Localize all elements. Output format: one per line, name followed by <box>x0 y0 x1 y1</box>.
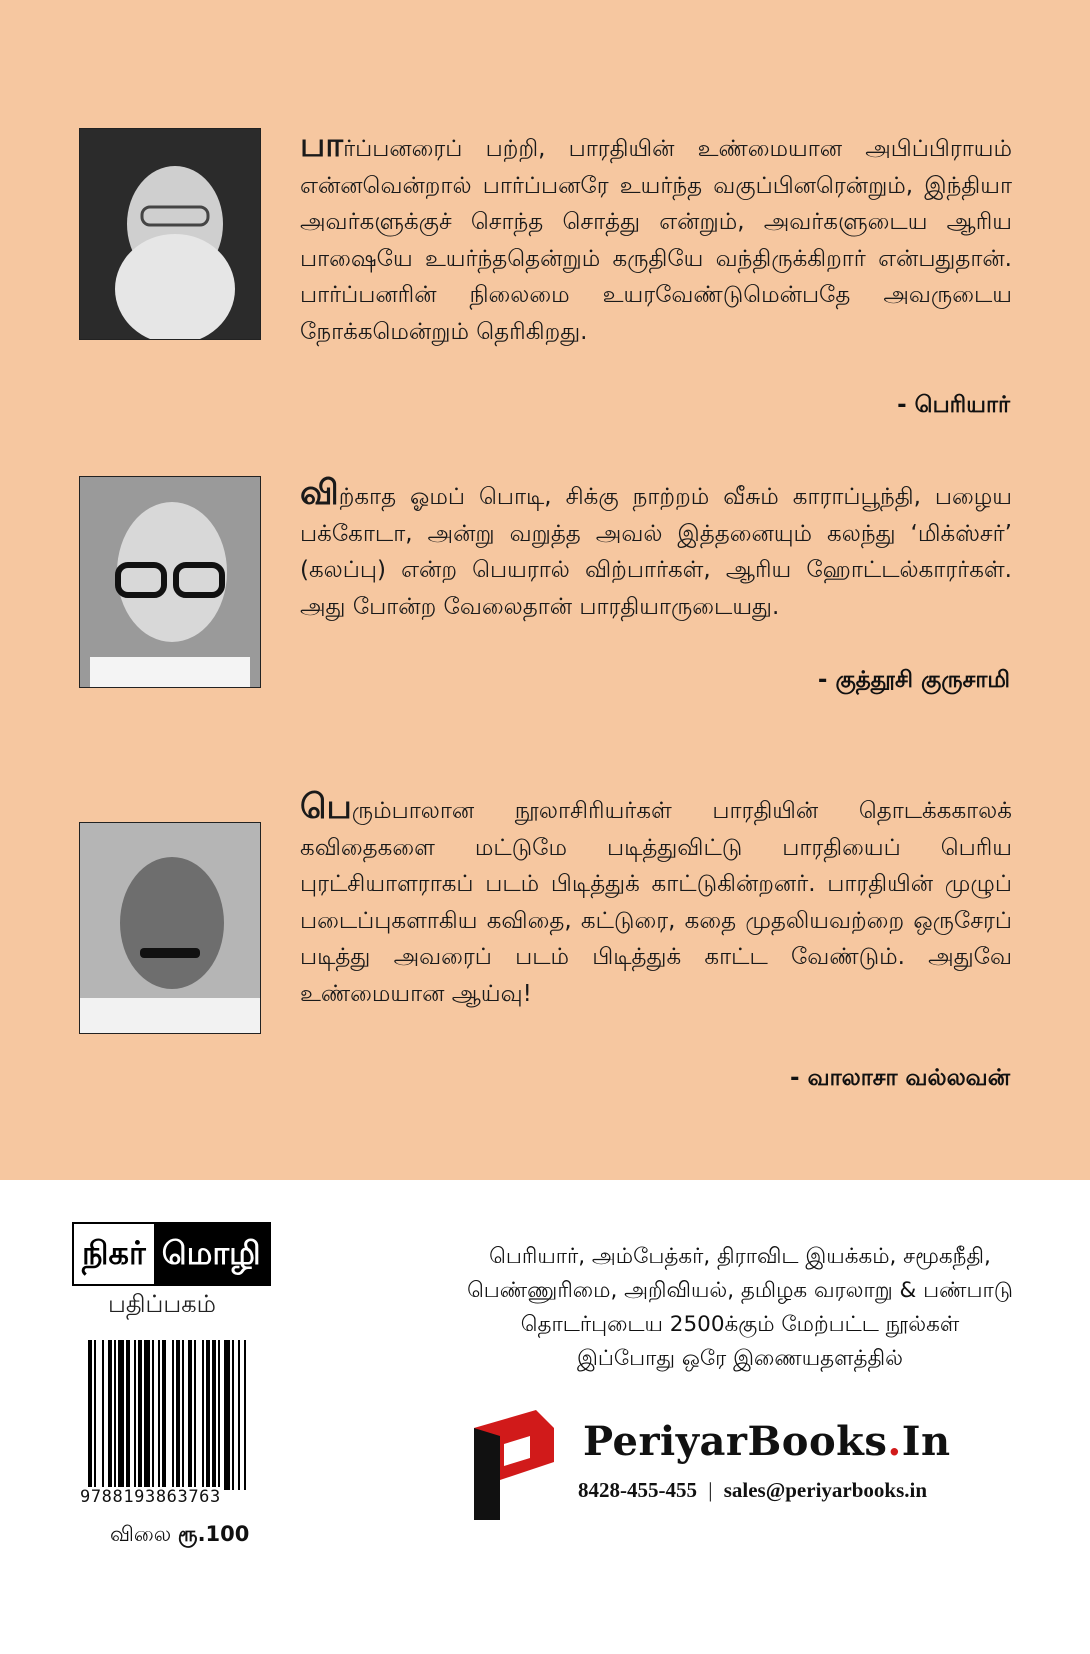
publisher-subtitle: பதிப்பகம் <box>108 1290 216 1318</box>
quote-2-text <box>300 475 1012 625</box>
promo-line-4: இப்போது ஒரே இணையதளத்தில் <box>576 1346 904 1371</box>
promo-line-1: பெரியார், அம்பேத்கர், திராவிட இயக்கம், சமூகநீதி, <box>489 1244 991 1269</box>
contact-line <box>578 1478 927 1503</box>
price <box>110 1522 249 1549</box>
quote-1-author: - பெரியார் <box>897 392 1010 418</box>
author-photo-kuthoosi-gurusamy <box>79 476 261 688</box>
publisher-logo-part1: நிகர் <box>74 1224 154 1284</box>
quote-2-dropcap: வி <box>300 473 339 513</box>
quote-2-body: ற்காத ஓமப் பொடி, சிக்கு நாற்றம் வீசும் காராப்பூந்தி, பழைய பக்கோடா, அன்று வறுத்த அவல் இத்தனையும் கலந்து ‘மிக்ஸ்சர்’ (கலப்பு) என்ற பெயரால் விற்பார்கள், ஆரிய ஹோட்டல்காரர்கள். அது போன்ற வேலைதான் பாரதியாருடையது. <box>300 484 1012 620</box>
publisher-logo-part2: மொழி <box>154 1224 269 1284</box>
website-name-tld: In <box>901 1418 951 1465</box>
quote-1-dropcap: பா <box>300 125 344 165</box>
quote-3-dropcap: பெ <box>300 787 352 827</box>
quote-1-body: ர்ப்பனரைப் பற்றி, பாரதியின் உண்மையான அபிப்பிராயம் என்னவென்றால் பார்ப்பனரே உயர்ந்த வகுப்பினரென்றும், இந்தியா அவர்களுக்குச் சொந்த சொத்து என்றும், அவர்களுடைய ஆரிய பாஷையே உயர்ந்ததென்றும் கருதியே வந்திருக்கிறார் என்பதுதான். பார்ப்பனரின் நிலைமை உயரவேண்டுமென்பதே அவருடைய நோக்கமென்றும் தெரிகிறது. <box>300 136 1012 345</box>
price-label: விலை <box>110 1522 172 1546</box>
website-name-main: PeriyarBooks <box>583 1418 888 1465</box>
author-photo-periyar <box>79 128 261 340</box>
author-photo-walaja-vallavan <box>79 822 261 1034</box>
quote-1-text <box>300 127 1012 350</box>
quote-3-body: ரும்பாலான நூலாசிரியர்கள் பாரதியின் தொடக்ககாலக் கவிதைகளை மட்டுமே படித்துவிட்டு பாரதியைப் பெரிய புரட்சியாளராகப் படம் பிடித்துக் காட்டுகின்றனர். பாரதியின் முழுப் படைப்புகளாகிய கவிதை, கட்டுரை, கதை முதலியவற்றை ஒருசேரப் படித்து அவரைப் படம் பிடித்துக் காட்ட வேண்டும். அதுவே உண்மையான ஆய்வு! <box>300 798 1012 1007</box>
promo-line-2: பெண்ணுரிமை, அறிவியல், தமிழக வரலாறு & பண்பாடு <box>467 1278 1013 1303</box>
publisher-logo <box>72 1222 271 1286</box>
isbn-digits: 9788193863763 <box>80 1487 221 1507</box>
promo-line-3: தொடர்புடைய 2500க்கும் மேற்பட்ட நூல்கள் <box>520 1312 960 1337</box>
quote-3-text <box>300 789 1012 1012</box>
quote-3-author: - வாலாசா வல்லவன் <box>790 1065 1010 1091</box>
phone-number: 8428-455-455 <box>578 1478 697 1502</box>
promo-text <box>430 1240 1050 1376</box>
price-amount: ரூ.100 <box>177 1522 250 1546</box>
periyarbooks-logo-icon <box>474 1410 554 1520</box>
contact-separator: | <box>708 1478 713 1502</box>
email-address: sales@periyarbooks.in <box>723 1478 928 1502</box>
website-name <box>583 1418 951 1465</box>
quote-2-author: - குத்தூசி குருசாமி <box>817 667 1010 693</box>
website-name-dot: . <box>887 1418 902 1465</box>
